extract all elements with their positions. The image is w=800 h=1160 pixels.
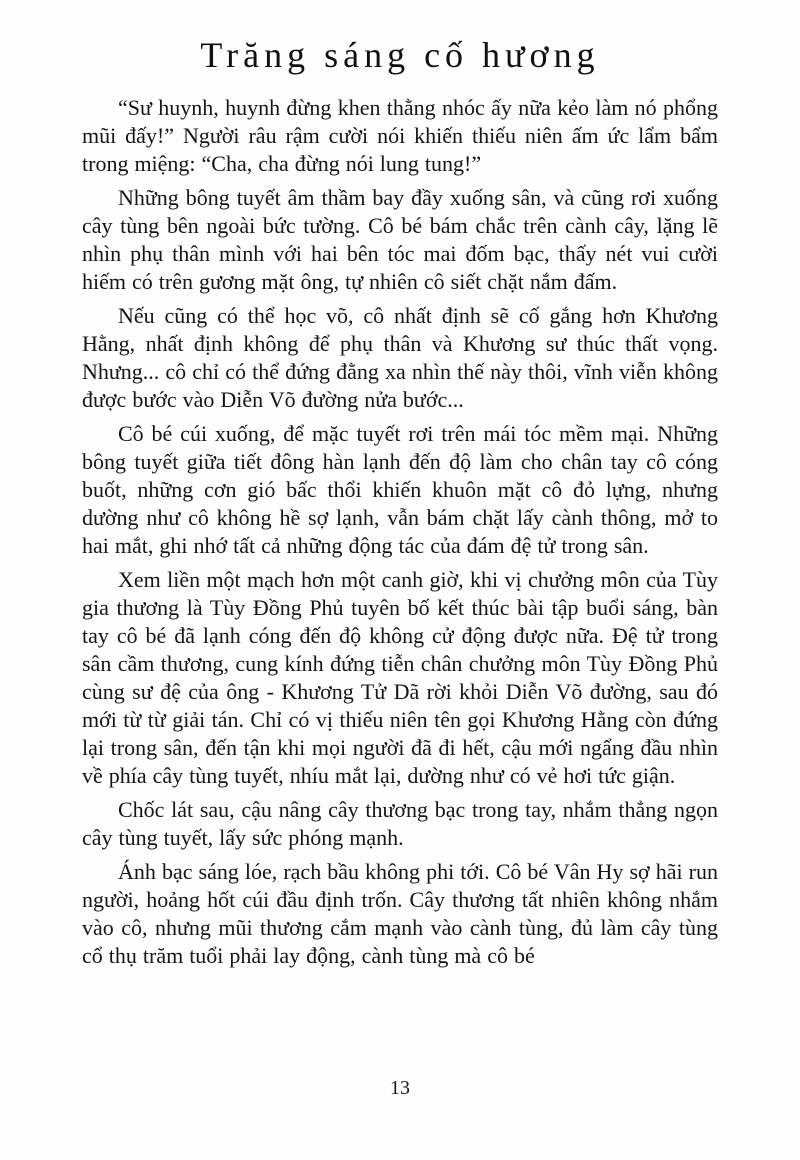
paragraph: Chốc lát sau, cậu nâng cây thương bạc trong tay, nhắm thẳng ngọn cây tùng tuyết, lấy sức phóng mạnh. xyxy=(82,797,718,850)
paragraph: Ánh bạc sáng lóe, rạch bầu không phi tới. Cô bé Vân Hy sợ hãi run người, hoảng hốt cúi đầu định trốn. Cây thương tất nhiên không nhắm vào cô, nhưng mũi thương cắm mạnh vào cành tùng, đủ làm cây tùng cổ thụ trăm tuổi phải lay động, cành tùng mà cô bé xyxy=(82,859,718,968)
paragraph: Những bông tuyết âm thầm bay đầy xuống sân, và cũng rơi xuống cây tùng bên ngoài bức tường. Cô bé bám chắc trên cành cây, lặng lẽ nhìn phụ thân mình với hai bên tóc mai đốm bạc, thấy nét vui cười hiếm có trên gương mặt ông, tự nhiên cô siết chặt nắm đấm. xyxy=(82,185,718,294)
paragraph: Nếu cũng có thể học võ, cô nhất định sẽ cố gắng hơn Khương Hằng, nhất định không để phụ thân và Khương sư thúc thất vọng. Nhưng... cô chỉ có thể đứng đằng xa nhìn thế này thôi, vĩnh viễn không được bước vào Diễn Võ đường nửa bước... xyxy=(82,303,718,412)
paragraph: Xem liền một mạch hơn một canh giờ, khi vị chưởng môn của Tùy gia thương là Tùy Đồng Phủ tuyên bố kết thúc bài tập buổi sáng, bàn tay cô bé đã lạnh cóng đến độ không cử động được nữa. Đệ tử trong sân cầm thương, cung kính đứng tiễn chân chưởng môn Tùy Đồng Phủ cùng sư đệ của ông - Khương Tử Dã rời khỏi Diễn Võ đường, sau đó mới từ từ giải tán. Chỉ có vị thiếu niên tên gọi Khương Hằng còn đứng lại trong sân, đến tận khi mọi người đã đi hết, cậu mới ngẩng đầu nhìn về phía cây tùng tuyết, nhíu mắt lại, dường như có vẻ hơi tức giận. xyxy=(82,567,718,788)
page-number: 13 xyxy=(390,1077,410,1099)
page-title: Trăng sáng cố hương xyxy=(200,35,600,75)
paragraph: “Sư huynh, huynh đừng khen thằng nhóc ấy nữa kẻo làm nó phổng mũi đấy!” Người râu rậm cười nói khiến thiếu niên ấm ức lẩm bẩm trong miệng: “Cha, cha đừng nói lung tung!” xyxy=(82,95,718,176)
body-text xyxy=(82,94,718,970)
paragraph: Cô bé cúi xuống, để mặc tuyết rơi trên mái tóc mềm mại. Những bông tuyết giữa tiết đông hàn lạnh đến độ làm cho chân tay cô cóng buốt, những cơn gió bấc thổi khiến khuôn mặt cô đỏ lựng, nhưng dường như cô không hề sợ lạnh, vẫn bám chặt lấy cành thông, mở to hai mắt, ghi nhớ tất cả những động tác của đám đệ tử trong sân. xyxy=(82,421,718,558)
